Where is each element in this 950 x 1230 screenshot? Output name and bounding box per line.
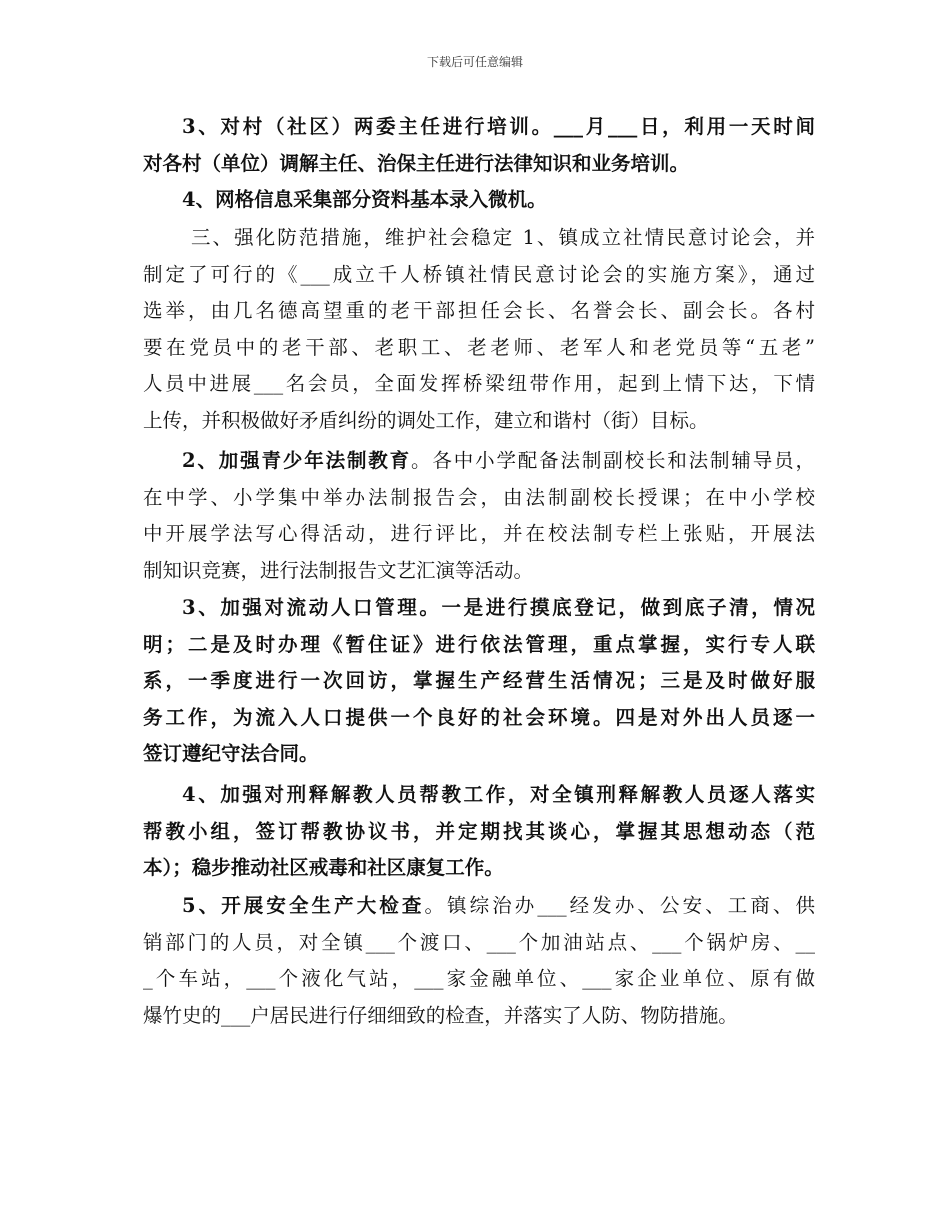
text-line: 销部门的人员，对全镇___个渡口、___个加油站点、___个锅炉房、__ — [143, 930, 815, 954]
text-line: 上传，并积极做好矛盾纠纷的调处工作，建立和谐村（街）目标。 — [143, 408, 709, 432]
text-line: 中开展学法写心得活动，进行评比，并在校法制专栏上张贴，开展法 — [143, 522, 815, 545]
text-line: 要在党员中的老干部、老职工、老老师、老军人和老党员等“五老” — [143, 335, 815, 359]
text-line: 在中学、小学集中举办法制报告会，由法制副校长授课；在中小学校 — [143, 485, 815, 509]
section-heading: 5、开展安全生产大检查 — [182, 894, 425, 917]
text-line: 3、加强对流动人口管理。一是进行摸底登记，做到底子清，情况 — [182, 596, 815, 619]
paragraph-released-persons — [143, 777, 815, 887]
text-line: 爆竹史的___户居民进行仔细细致的检查，并落实了人防、物防措施。 — [143, 1003, 738, 1027]
text-line: 4、加强对刑释解教人员帮教工作，对全镇刑释解教人员逐人落实 — [182, 783, 815, 806]
text-line: 明；二是及时办理《暂住证》进行依法管理，重点掌握，实行专人联 — [143, 632, 815, 656]
text-line: 签订遵纪守法合同。 — [143, 742, 319, 765]
text-segment: 。各中小学配备法制副校长和法制辅导员， — [411, 449, 815, 472]
paragraph-training — [143, 109, 815, 182]
text-line: 4、网格信息采集部分资料基本录入微机。 — [182, 188, 547, 211]
text-line: 务工作，为流入人口提供一个良好的社会环境。四是对外出人员逐一 — [143, 705, 815, 729]
text-line: 制定了可行的《___成立千人桥镇社情民意讨论会的实施方案》，通过 — [143, 262, 815, 286]
page-header: 下载后可任意编辑 — [426, 55, 523, 69]
text-line: 人员中进展___名会员，全面发挥桥梁纽带作用，起到上情下达，下情 — [143, 372, 815, 395]
text-segment: 。镇综治办___经发办、公安、工商、供 — [424, 894, 815, 917]
text-line — [143, 443, 815, 480]
text-line: 本）；稳步推动社区戒毒和社区康复工作。 — [143, 856, 504, 879]
text-line: 系，一季度进行一次回访，掌握生产经营生活情况；三是及时做好服 — [143, 669, 815, 692]
paragraph-floating-population — [143, 590, 815, 773]
text-line: _个车站，___个液化气站，___家金融单位、___家企业单位、原有做 — [143, 967, 815, 990]
section-heading: 2、加强青少年法制教育 — [182, 449, 412, 472]
text-line: 帮教小组，签订帮教协议书，并定期找其谈心，掌握其思想动态（范 — [143, 819, 815, 843]
text-line: 三、强化防范措施，维护社会稳定 1、镇成立社情民意讨论会，并 — [191, 226, 815, 249]
paragraph-safety-inspection — [143, 888, 815, 1034]
text-line: 3、对村（社区）两委主任进行培训。___月___日，利用一天时间 — [182, 115, 815, 138]
text-line: 选举，由几名德高望重的老干部担任会长、名誉会长、副会长。各村 — [143, 299, 815, 322]
text-line — [143, 888, 815, 925]
paragraph-grid-info — [143, 182, 815, 219]
paragraph-prevention-measures — [143, 220, 815, 439]
text-line: 对各村（单位）调解主任、治保主任进行法律知识和业务培训。 — [143, 151, 690, 175]
text-line: 制知识竞赛，进行法制报告文艺汇演等活动。 — [143, 558, 534, 582]
paragraph-youth-legal-education — [143, 443, 815, 589]
